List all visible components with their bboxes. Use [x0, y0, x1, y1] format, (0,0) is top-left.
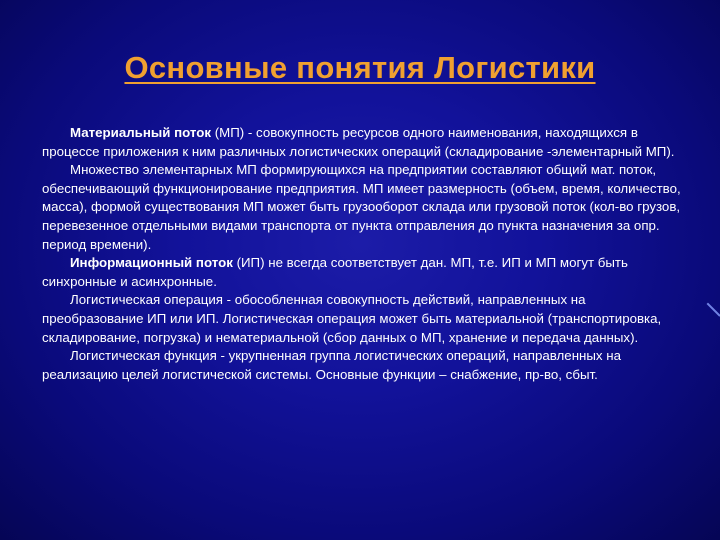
term-information-flow: Информационный поток	[70, 255, 233, 271]
slide-title: Основные понятия Логистики	[124, 50, 596, 85]
paragraph-elementary-flows	[42, 161, 682, 254]
paragraph-text: Логистическая операция - обособленная совокупность действий, направленных на преобразование ИП или ИП. Логистическая операция может быть материальной (транспортировка, складирование, погрузка) и нематериальной (сбор данных о МП, хранение и передача данных).	[42, 292, 662, 345]
decorative-line	[707, 303, 720, 317]
slide-body	[42, 124, 682, 384]
paragraph-text: (ИП) не всегда соответствует дан. МП, т.е. ИП и МП могут быть синхронные и асинхронные.	[42, 255, 628, 289]
paragraph-text: Логистическая функция - укрупненная группа логистических операций, направленных на реализацию целей логистической системы. Основные функции – снабжение, пр-во, сбыт.	[42, 348, 622, 382]
term-material-flow: Материальный поток	[70, 125, 212, 140]
paragraph-text: (МП) - совокупность ресурсов одного наименования, находящихся в процессе приложения к ним различных логистических операций (складирование -элементарный МП).	[42, 125, 675, 159]
paragraph-logistic-operation	[42, 291, 682, 347]
paragraph-logistic-function	[42, 347, 682, 384]
paragraph-text: Множество элементарных МП формирующихся на предприятии составляют общий мат. поток, обеспечивающий функционирование предприятия. МП имеет размерность (объем, время, количество, масса), формой существования МП может быть грузооборот склада или грузовой поток (кол-во грузов, перевезенное отдельными видами транспорта от пункта отправления до пункта назначения за опр. период времени).	[42, 162, 681, 252]
paragraph-information-flow	[42, 254, 682, 291]
paragraph-material-flow	[42, 124, 682, 161]
